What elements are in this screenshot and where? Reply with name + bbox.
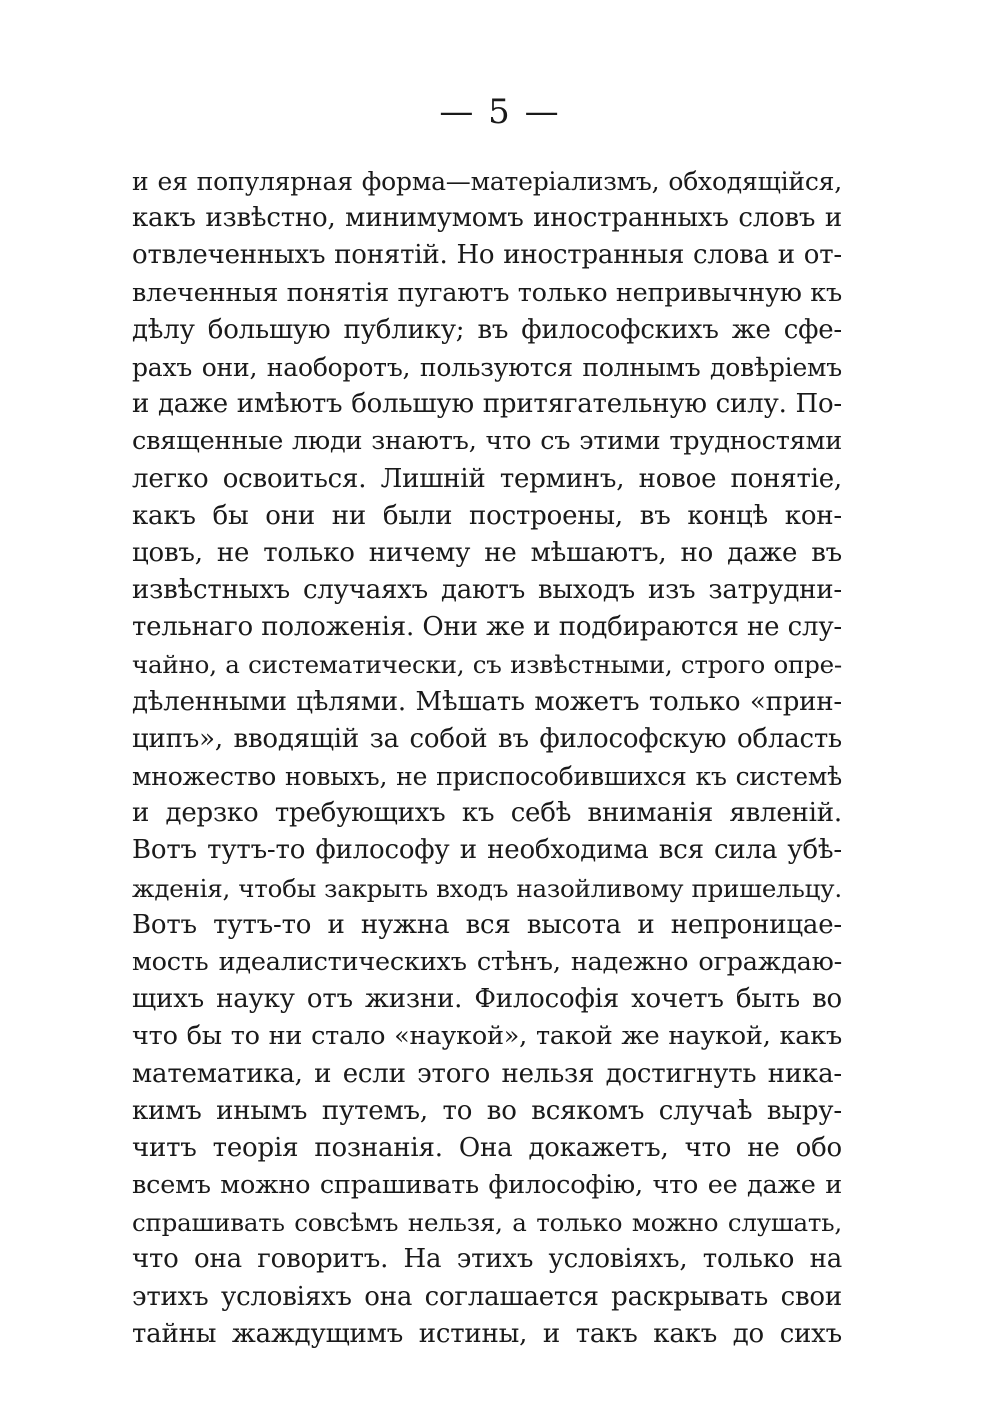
body-text — [132, 163, 842, 1353]
text-line: математика, и если этого нельзя достигнуть ника- — [132, 1058, 842, 1089]
text-line: и даже имѣютъ большую притягательную силу. По- — [132, 389, 842, 420]
text-line: щихъ науку отъ жизни. Философія хочетъ быть во — [132, 984, 842, 1015]
text-line: Вотъ тутъ-то философу и необходима вся сила убѣ- — [132, 835, 842, 866]
text-line: ципъ», вводящій за собой въ философскую область — [132, 723, 842, 754]
text-line: дѣленными цѣлями. Мѣшать можетъ только «прин- — [132, 686, 842, 717]
text-line: множество новыхъ, не приспособившихся къ системѣ — [132, 762, 842, 791]
text-line: легко освоиться. Лишній терминъ, новое понятіе, — [132, 463, 842, 494]
text-line: чайно, а систематически, съ извѣстными, строго опре- — [132, 650, 842, 680]
text-line: что бы то ни стало «наукой», такой же наукой, какъ — [132, 1021, 842, 1052]
text-line: влеченныя понятія пугаютъ только непривычную къ — [132, 277, 842, 308]
text-line: дѣлу большую публику; въ философскихъ же сфе- — [132, 314, 842, 345]
text-line: всемъ можно спрашивать философію, что ее даже и — [132, 1170, 842, 1201]
text-line: цовъ, не только ничему не мѣшаютъ, но даже въ — [132, 537, 842, 568]
text-line: тельнаго положенія. Они же и подбираются не слу- — [132, 612, 842, 643]
text-line: извѣстныхъ случаяхъ даютъ выходъ изъ затрудни- — [132, 575, 842, 606]
text-line: отвлеченныхъ понятій. Но иностранныя слова и от- — [132, 240, 842, 271]
text-line: какъ извѣстно, минимумомъ иностранныхъ словъ и — [132, 203, 842, 234]
text-line: и дерзко требующихъ къ себѣ вниманія явленій. — [132, 798, 842, 829]
text-line: жденія, чтобы закрыть входъ назойливому пришельцу. — [132, 873, 842, 903]
text-line: рахъ они, наоборотъ, пользуются полнымъ довѣріемъ — [132, 352, 842, 382]
text-line: какъ бы они ни были построены, въ концѣ кон- — [132, 500, 842, 531]
text-line: и ея популярная форма—матеріализмъ, обходящійся, — [132, 167, 842, 196]
text-line: этихъ условіяхъ она соглашается раскрывать свои — [132, 1281, 842, 1312]
text-line: спрашивать совсѣмъ нельзя, а только можно слушать, — [132, 1208, 842, 1238]
text-line: читъ теорія познанія. Она докажетъ, что не обо — [132, 1132, 842, 1163]
text-line: кимъ инымъ путемъ, то во всякомъ случаѣ выру- — [132, 1095, 842, 1126]
text-line: мость идеалистическихъ стѣнъ, надежно ограждаю- — [132, 946, 842, 977]
text-line: тайны жаждущимъ истины, и такъ какъ до сихъ — [132, 1318, 842, 1349]
page-number: — 5 — — [439, 92, 561, 132]
text-line: священные люди знаютъ, что съ этими трудностями — [132, 426, 842, 457]
text-line: что она говоритъ. На этихъ условіяхъ, только на — [132, 1244, 842, 1275]
text-line: Вотъ тутъ-то и нужна вся высота и непроницае- — [132, 909, 842, 940]
